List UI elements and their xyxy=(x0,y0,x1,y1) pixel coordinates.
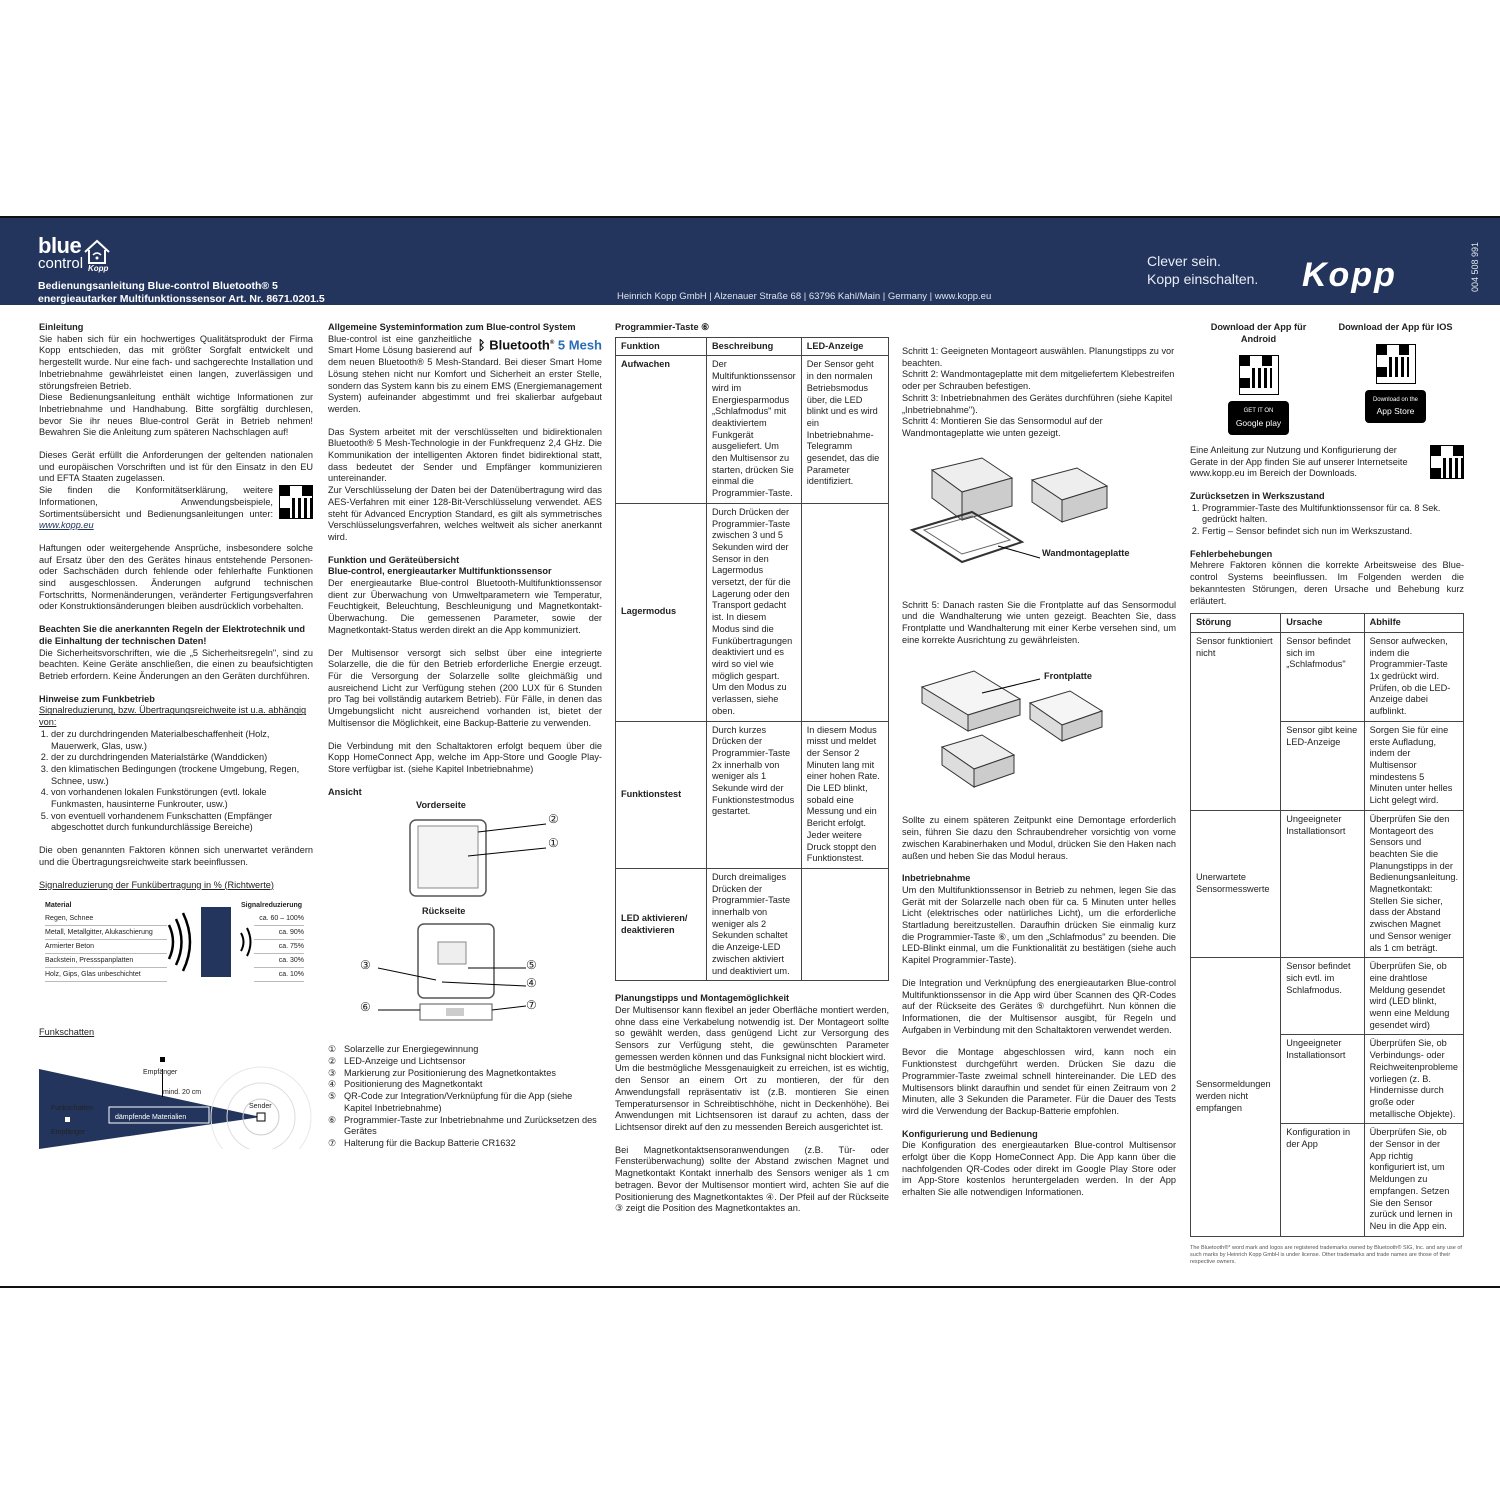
cell-abhilfe: Überprüfen Sie, ob eine drahtlose Meldung gesendet wird (LED blinkt, wenn eine Meldung gesendet wird) xyxy=(1364,958,1463,1035)
google-play-small: GET IT ON xyxy=(1243,408,1274,415)
wall-plate-graphic xyxy=(902,450,1176,590)
logo-kopp-small: Kopp xyxy=(88,264,109,273)
funkschatten-label: Funkschatten xyxy=(51,1104,94,1112)
bluetooth-logo: ᛒ Bluetooth® 5 Mesh xyxy=(477,337,602,353)
app-downloads xyxy=(1190,322,1464,435)
konfig-text: Die Konfiguration des energieautarken Blue-control Multisensor erfolgt über die Kopp HomeConnect App. Die App kann über die nachfolgenden QR-Codes oder direkt im Google Play Store oder im App-Store kostenlos heruntergeladen werden. In der App erhalten Sie alle notwendigen Informationen. xyxy=(902,1140,1176,1198)
legend-text: LED-Anzeige und Lichtsensor xyxy=(344,1056,466,1067)
schritt-2: Schritt 2: Wandmontageplatte mit dem mitgeliefertem Klebestreifen oder per Schrauben befestigen. xyxy=(902,369,1175,392)
callout-3: ③ xyxy=(360,958,371,973)
list-item: 2. Fertig – Sensor befindet sich nun im Werkszustand. xyxy=(1202,526,1464,538)
schritt-5: Schritt 5: Danach rasten Sie die Frontplatte auf das Sensormodul und die Wandhalterung wie unten gezeigt. Beachten Sie, dass Frontplatte und Wandhalterung mit einer Kerbe versehen sind, um eine korrekte Ausrichtung zu gewährleisten. xyxy=(902,599,1176,645)
cell-ursache: Sensor befindet sich im „Schlafmodus" xyxy=(1281,632,1364,721)
callout-6: ⑥ xyxy=(360,1000,371,1015)
th-funktion: Funktion xyxy=(616,337,707,356)
konformitaet-block xyxy=(39,485,313,532)
cell-funktion: Aufwachen xyxy=(616,356,707,503)
vorderseite-label: Vorderseite xyxy=(416,800,466,811)
slogan xyxy=(1147,252,1258,288)
wandplatte-illustration xyxy=(902,440,1176,590)
inbetrieb-heading: Inbetriebnahme xyxy=(902,873,971,884)
qr-code-downloads xyxy=(1430,445,1464,479)
legend-item xyxy=(328,1044,602,1056)
norm-text: Dieses Gerät erfüllt die Anforderungen der geltenden nationalen und europäischen Vorschriften und ist für den Einsatz in den EU und EFTA Staaten zugelassen. xyxy=(39,450,313,484)
list-item: 1. der zu durchdringenden Materialbeschaffenheit (Holz, Mauerwerk, Glas, usw.) xyxy=(51,729,313,752)
legend-text: Positionierung des Magnetkontakt xyxy=(344,1079,483,1090)
callout-7: ⑦ xyxy=(526,998,537,1013)
signal-table-graphic xyxy=(39,899,313,1009)
house-wifi-icon xyxy=(82,238,112,266)
funktion-subheading: Blue-control, energieautarker Multifunktionssensor xyxy=(328,566,552,577)
cell-funktion: LED aktivieren/ deaktivieren xyxy=(616,868,707,980)
legend-num: ② xyxy=(328,1056,337,1067)
signal-value: ca. 30% xyxy=(254,954,304,968)
reset-heading: Zurücksetzen in Werkszustand xyxy=(1190,490,1325,501)
instruction-sheet xyxy=(0,216,1500,1288)
haftung-text: Haftungen oder weitergehende Ansprüche, insbesondere solche auf Ersatz über den des Gerätes hinaus entstehende Personen- oder Sachschäden durch fehlende oder fehlerhafte Funktionen sind ausgeschlossen. Änderungen aufgrund technischen Fortschritts, Normenänderungen, veränderter Fertigungsverfahren oder Konstruktionsänderungen bleiben ausdrücklich vorbehalten. xyxy=(39,542,313,612)
cell-beschreibung: Der Multifunktionssensor wird im Energiesparmodus „Schlafmodus" mit deaktiviertem Funkgerät ausgeliefert. Um den Multisensor zu starten, drücken Sie einmal die Programmier-Taste. xyxy=(707,356,802,503)
cell-ursache: Ungeeigneter Installationsort xyxy=(1281,810,1364,957)
legend-item xyxy=(328,1091,602,1114)
google-play-button[interactable] xyxy=(1228,401,1289,434)
callout-4: ④ xyxy=(526,976,537,991)
sender-label: Sender xyxy=(249,1102,272,1110)
list-item: 5. von eventuell vorhandenem Funkschatten (Empfänger abgeschottet durch funkundurchlässige Bereiche) xyxy=(51,811,313,834)
cell-abhilfe: Überprüfen Sie, ob der Sensor in der App richtig konfiguriert ist, um Meldungen zu empfangen. Setzen Sie den Sensor zurück und lernen in Neu in die App ein. xyxy=(1364,1124,1463,1236)
legend-item xyxy=(328,1115,602,1138)
schritt-3: Schritt 3: Inbetriebnahmen des Gerätes durchführen (siehe Kapitel „Inbetriebnahme"). xyxy=(902,392,1173,415)
company-address: Heinrich Kopp GmbH | Alzenauer Straße 68 | 63796 Kahl/Main | Germany | www.kopp.eu xyxy=(617,291,992,302)
callout-1: ① xyxy=(548,836,559,851)
slogan-line-1: Clever sein. xyxy=(1147,253,1221,269)
programmier-table xyxy=(615,337,889,982)
signal-heading: Signalreduzierung der Funkübertragung in % (Richtwerte) xyxy=(39,879,274,890)
anleitung-text: Eine Anleitung zur Nutzung und Konfigurierung der Gerate in der App finden Sie auf unserer Internetseite www.kopp.eu im Bereich der Downloads. xyxy=(1190,444,1408,479)
system-text-1: Blue-control ist eine ganzheitliche Smart Home Lösung basierend auf dem neuen Bluetooth® 5 Mesh-Standard. Bei dieser Smart Home Lösung stehen nicht nur Komfort und Sicherheit an erster Stelle, sondern das System kann bis zu einem EMS (Energiemanagement System) aufeinander abgestimmt und frei skalierbar aufgebaut werden. xyxy=(328,333,602,414)
signal-materials xyxy=(45,912,167,982)
receiver-top-label: Empfänger xyxy=(143,1068,178,1076)
inbetrieb-text-2: Die Integration und Verknüpfung des energieautarken Blue-control Multifunktionssensor in die App wird über Scannen des QR-Codes auf der Rückseite des Gerätes ⑤ durchgeführt. Nun können die Informationen, die der Multisensor ausgibt, für Regeln und Aufgaben in Verbindung mit den Schaltaktoren verwendet werden. xyxy=(902,977,1176,1035)
cell-funktion: Lagermodus xyxy=(616,503,707,721)
frontplatte-label: Frontplatte xyxy=(1044,671,1092,682)
cell-led: In diesem Modus misst und meldet der Sensor 2 Minuten lang mit einer hohen Rate. Die LED blinkt, sobald eine Messung und ein Bericht erfolgt. Jeder weitere Druck stoppt den Funktionstest. xyxy=(801,721,888,868)
fehler-heading: Fehlerbehebungen xyxy=(1190,548,1273,559)
planung-text-2: Um die bestmögliche Messgenauigkeit zu erreichen, ist es wichtig, den Sensor an einem Ort zu montieren, der für den Anwendungsfall repräsentativ ist (z.B. montieren Sie einen Temperatursensor in Schreibtischhöhe, nicht in Deckenhöhe). Bei Anwendungen mit Lichtsensoren ist darauf zu achten, dass der Lichtsensor direkt auf den zu messenden Bereich ausgerichtet ist. xyxy=(615,1063,889,1132)
google-play-label: Google play xyxy=(1235,418,1282,429)
list-item: 1. Programmier-Taste des Multifunktionssensor für ca. 8 Sek. gedrückt halten. xyxy=(1202,503,1464,526)
signal-value: ca. 75% xyxy=(254,940,304,954)
logo-blue-text: blue xyxy=(38,233,82,258)
legend-item xyxy=(328,1056,602,1068)
legend-item xyxy=(328,1079,602,1091)
legend-text: Halterung für die Backup Batterie CR1632 xyxy=(344,1137,516,1148)
qr-code-android[interactable] xyxy=(1239,355,1279,395)
planung-heading: Planungstipps und Montagemöglichkeit xyxy=(615,993,790,1004)
signal-values xyxy=(254,912,304,982)
system-text-2: Das System arbeitet mit der verschlüsselten und bidirektionalen Bluetooth® 5 Mesh-Technologie in der Funkfrequenz 2,4 GHz. Die Kommunikation der intelligenten Aktoren findet bidirektional statt, dass bedeutet der Sender und Empfänger kommunizieren untereinander. xyxy=(328,426,602,484)
konformitaet-desc: Sie finden die Konformitätserklärung, weitere Informationen, Anwendungsbeispiele, Sortimentsübersicht und Bedienungsanleitungen unter: xyxy=(39,485,273,519)
cell-ursache: Ungeeigneter Installationsort xyxy=(1281,1035,1364,1124)
funkschatten-diagram xyxy=(39,1039,313,1149)
bluetooth-wordmark: Bluetooth xyxy=(489,337,550,353)
trademark-footnote: The Bluetooth®* word mark and logos are registered trademarks owned by Bluetooth® SIG, Inc. and any use of such marks by Heinrich Kopp GmbH is under license. Other trademarks and trade names are those of their respective owners. xyxy=(1190,1244,1462,1265)
konformitaet-text xyxy=(39,485,273,532)
signal-col-value: Signalreduzierung xyxy=(241,902,303,910)
ios-heading: Download der App für IOS xyxy=(1338,322,1453,332)
slogan-line-2: Kopp einschalten. xyxy=(1147,271,1259,287)
system-text-block xyxy=(328,334,602,416)
inbetrieb-text-1: Um den Multifunktionssensor in Betrieb zu nehmen, legen Sie das Gerät mit der Solarzelle nach oben für ca. 5 Minuten unter helles Licht (elektrisches oder natürliches Licht), um die erforderliche Startladung bereitzustellen. Daraufhin drücken Sie einmalig kurz die Programmier-Taste ⑥, um den „Schlafmodus" zu beenden. Die LED-Blinkt einmal, um die Funktionalität zu bestätigen (siehe auch Kapitel Programmier-Taste). xyxy=(902,884,1176,966)
signal-material: Backstein, Pressspanplatten xyxy=(45,954,167,968)
cell-stoerung: Sensor funktioniert nicht xyxy=(1191,632,1281,810)
device-views xyxy=(328,798,602,1044)
table-row xyxy=(1191,958,1464,1035)
programmier-table-title: Programmier-Taste ⑥ xyxy=(615,322,710,332)
frontplatte-illustration xyxy=(902,657,1176,807)
cell-stoerung: Sensormeldungen werden nicht empfangen xyxy=(1191,958,1281,1236)
cell-abhilfe: Sorgen Sie für eine erste Aufladung, indem der Multisensor mindestens 5 Minuten unter helles Licht gelegt wird. xyxy=(1364,721,1463,810)
signal-value: ca. 60 – 100% xyxy=(254,912,304,926)
legend-text: Markierung zur Positionierung des Magnetkontaktes xyxy=(344,1067,556,1078)
cell-funktion: Funktionstest xyxy=(616,721,707,868)
legend-num: ① xyxy=(328,1044,337,1055)
cell-beschreibung: Durch Drücken der Programmier-Taste zwischen 3 und 5 Sekunden wird der Sensor in den Lagermodus versetzt, der für die Lagerung oder den Transport gedacht ist. In diesem Modus sind die Funkübertragungen deaktiviert und es wird so viel wie möglich gespart. Um den Modus zu verlassen, siehe oben. xyxy=(707,503,802,721)
rueckseite-label: Rückseite xyxy=(422,906,466,917)
funk-list xyxy=(39,729,313,834)
legend-text: QR-Code zur Integration/Verknüpfung für die App (siehe Kapitel Inbetriebnahme) xyxy=(344,1091,573,1113)
legend-item xyxy=(328,1068,602,1080)
front-plate-graphic xyxy=(902,657,1176,807)
cell-led xyxy=(801,868,888,980)
schritt-4: Schritt 4: Montieren Sie das Sensormodul auf der Wandmontageplatte wie unten gezeigt. xyxy=(902,416,1103,438)
cell-abhilfe: Sensor aufwecken, indem die Programmier-Taste 1x gedrückt wird. Prüfen, ob die LED-Anzeige dabei aufblinkt. xyxy=(1364,632,1463,721)
legend-num: ⑥ xyxy=(328,1114,337,1125)
cell-led xyxy=(801,503,888,721)
table-row xyxy=(616,356,889,503)
regeln-heading: Beachten Sie die anerkannten Regeln der Elektrotechnik und die Einhaltung der technischen Daten! xyxy=(39,624,305,646)
cell-stoerung: Unerwartete Sensormesswerte xyxy=(1191,810,1281,957)
list-item: 4. von vorhandenen lokalen Funkstörungen (evtl. lokale Funkmasten, hausinterne Funkrouter, usw.) xyxy=(51,787,313,810)
funktion-text-2: Der Multisensor versorgt sich selbst über eine integrierte Solarzelle, die die für den Betrieb erforderliche Energie erzeugt. Für die Versorgung der Solarzelle sollte gleichmäßig und ausreichend Licht zur Verfügung stehen (200 LUX für 6 Stunden pro Tag bei vollständig autarkem Betrieb). Für Fälle, in denen das Umgebungslicht nicht ausreichend vorhanden ist, bietet der Multisensor die Möglichkeit, eine Backup-Batterie zu verwenden. xyxy=(328,647,602,728)
th-beschreibung: Beschreibung xyxy=(707,337,802,356)
min-distance-label: mind. 20 cm xyxy=(163,1088,202,1096)
cell-ursache: Sensor gibt keine LED-Anzeige xyxy=(1281,721,1364,810)
funk-heading: Hinweise zum Funkbetrieb xyxy=(39,693,155,704)
column-4 xyxy=(902,322,1176,1210)
callout-2: ② xyxy=(548,812,559,827)
fehler-table xyxy=(1190,613,1464,1236)
funkschatten-heading: Funkschatten xyxy=(39,1027,95,1038)
callout-5: ⑤ xyxy=(526,958,537,973)
column-2 xyxy=(328,322,602,1150)
funk-intro: Signalreduzierung, bzw. Übertragungsreichweite ist u.a. abhängig von: xyxy=(39,705,307,728)
column-3 xyxy=(615,322,889,1226)
table-row xyxy=(616,503,889,721)
legend-num: ⑤ xyxy=(328,1091,337,1102)
einleitung-text-2: Diese Bedienungsanleitung enthält wichtige Informationen zur Inbetriebnahme und Handhabung. Bitte sorgfältig durchlesen, bevor Sie ihr neues Blue-control Gerät in Betrieb nehmen! Bewahren Sie die Anleitung zum späteren Nachschlagen auf! xyxy=(39,392,313,438)
legend-text: Solarzelle zur Energiegewinnung xyxy=(344,1044,479,1055)
qr-code-ios[interactable] xyxy=(1376,344,1416,384)
system-heading: Allgemeine Systeminformation zum Blue-control System xyxy=(328,322,576,332)
component-legend xyxy=(328,1044,602,1149)
reset-list xyxy=(1190,503,1464,538)
kopp-logo: Kopp xyxy=(1302,256,1397,294)
funktion-text-3: Die Verbindung mit den Schaltaktoren erfolgt bequem über die Kopp HomeConnect App, welche im App-Store und Google Play-Store verfügbar ist. (siehe Kapitel Inbetriebnahme) xyxy=(328,740,602,774)
article-number: 004 508 991 xyxy=(1470,241,1480,292)
list-item: 3. den klimatischen Bedingungen (trockene Umgebung, Regen, Schnee, usw.) xyxy=(51,764,313,787)
anleitung-block xyxy=(1190,445,1464,480)
app-store-small: Download on the xyxy=(1372,396,1419,403)
th-stoerung: Störung xyxy=(1191,614,1281,633)
list-item: 2. der zu durchdringenden Materialstärke (Wanddicken) xyxy=(51,752,313,764)
back-view-graphic xyxy=(358,922,578,1032)
table-header-row xyxy=(616,337,889,356)
legend-num: ⑦ xyxy=(328,1137,337,1148)
inbetrieb-text-3: Bevor die Montage abgeschlossen wird, kann noch ein Funktionstest durchgeführt werden. Drücken Sie dazu die Programmier-Taste zweimal schnell hintereinander. Die LED des Multisensors blinkt daraufhin und sendet für einen Zeitraum von 2 Minuten, alle 3 Sekunden die Parameter. Für die Dauer des Tests wird die Verwendung der Backup-Batterie empfohlen. xyxy=(902,1047,1176,1116)
demontage-text: Sollte zu einem späteren Zeitpunkt eine Demontage erforderlich sein, führen Sie dazu den Schraubendreher vorsichtig von vorne zwischen Karabinerhaken und Modul, drücken Sie den Haken nach außen und heben Sie das Modul heraus. xyxy=(902,815,1176,861)
cell-ursache: Sensor befindet sich evtl. im Schlafmodus. xyxy=(1281,958,1364,1035)
column-1 xyxy=(39,322,313,1149)
cell-ursache: Konfiguration in der App xyxy=(1281,1124,1364,1236)
qr-code-website xyxy=(279,485,313,519)
wandplatte-label: Wandmontageplatte xyxy=(1042,547,1130,558)
signal-value: ca. 10% xyxy=(254,968,304,982)
th-led: LED-Anzeige xyxy=(801,337,888,356)
ios-download xyxy=(1336,322,1456,435)
funktion-heading: Funktion und Geräteübersicht xyxy=(328,554,460,565)
title-line-2: energieautarker Multifunktionssensor Art. Nr. 8671.0201.5 xyxy=(38,293,325,305)
logo-control-text: control xyxy=(38,255,84,272)
konfig-heading: Konfigurierung und Bedienung xyxy=(902,1128,1038,1139)
app-store-label: App Store xyxy=(1376,406,1415,417)
column-5 xyxy=(1190,322,1464,1266)
android-download xyxy=(1199,322,1319,435)
cell-beschreibung: Durch dreimaliges Drücken der Programmier-Taste innerhalb von weniger als 2 Sekunden schaltet die Anzeige-LED zwischen aktiviert und deaktiviert um. xyxy=(707,868,802,980)
schritt-1: Schritt 1: Geeigneten Montageort auswählen. Planungstipps zu vor beachten. xyxy=(902,346,1175,368)
bluetooth-icon: ᛒ xyxy=(477,337,486,353)
cell-abhilfe: Überprüfen Sie den Montageort des Sensors und beachten Sie die Planungstipps in der Bedienungsanleitung. Magnetkontakt: Stellen Sie sicher, dass der Abstand zwischen Magnet und Sensor weniger als 1 cm beträgt. xyxy=(1364,810,1463,957)
table-row xyxy=(1191,632,1464,721)
kopp-website-link[interactable]: www.kopp.eu xyxy=(39,520,94,531)
header-bar xyxy=(0,218,1500,305)
signal-material: Metall, Metallgitter, Alukaschierung xyxy=(45,926,167,940)
funk-outro: Die oben genannten Faktoren können sich unerwartet verändern und die Übertragungsreichweite stark beeinflussen. xyxy=(39,845,313,867)
table-row xyxy=(616,868,889,980)
cell-beschreibung: Durch kurzes Drücken der Programmier-Taste 2x innerhalb von weniger als 1 Sekunde wird der Funktionstestmodus gestartet. xyxy=(707,721,802,868)
table-row xyxy=(616,721,889,868)
table-row xyxy=(1191,810,1464,957)
legend-text: Programmier-Taste zur Inbetriebnahme und Zurücksetzen des Gerätes xyxy=(344,1114,597,1137)
signal-material: Holz, Gips, Glas unbeschichtet xyxy=(45,968,167,982)
einleitung-heading: Einleitung xyxy=(39,322,84,332)
planung-text-3: Bei Magnetkontaktsensoranwendungen (z.B. Tür- oder Fensterüberwachung) sollte der Abstand zwischen Magnet und Magnetkontakt Kontakt innerhalb des Sensors weniger als 1 cm betragen. Bevor der Multisensor montiert wird, achten Sie auf die Positionierung des Magnetkontaktes ④. Der Pfeil auf der Rückseite ③ zeigt die Position des Magnetkontaktes an. xyxy=(615,1144,889,1214)
app-store-button[interactable] xyxy=(1365,390,1426,423)
signal-material: Regen, Schnee xyxy=(45,912,167,926)
ansicht-heading: Ansicht xyxy=(328,786,362,797)
funktion-text-1: Der energieautarke Blue-control Bluetooth-Multifunktionssensor dient zur Überwachung von Umweltparametern wie Temperatur, Feuchtigkeit, Beleuchtung, Beschleunigung und Magnetkontakt-Überwachung. Die gemessenen Parameter, sowie der Magnetkontakt-Status werden direkt an die App kommuniziert. xyxy=(328,578,602,635)
legend-num: ④ xyxy=(328,1079,337,1090)
einleitung-text-1: Sie haben sich für ein hochwertiges Qualitätsprodukt der Firma Kopp entschieden, das mit größter Sorgfalt entwickelt und hergestellt wurde. Nur eine fach- und sachgerechte Installation und Inbetriebnahme gewährleistet einen langen, zuverlässigen und störungsfreien Betrieb. xyxy=(39,333,313,391)
receiver-left-label: Empfänger xyxy=(51,1128,86,1136)
bluetooth-mesh-label: 5 Mesh xyxy=(557,337,602,353)
front-view-graphic xyxy=(408,812,568,906)
th-ursache: Ursache xyxy=(1281,614,1364,633)
legend-num: ③ xyxy=(328,1067,337,1078)
legend-item xyxy=(328,1138,602,1150)
cell-led: Der Sensor geht in den normalen Betriebsmodus über, die LED blinkt und es wird ein Inbetriebnahme-Telegramm gesendet, das die Parameter identifiziert. xyxy=(801,356,888,503)
document-title xyxy=(38,280,368,306)
system-text-3: Zur Verschlüsselung der Daten bei der Datenübertragung wird das AES-Verfahren mit einer 128-Bit-Verschlüsselung verwendet. AES steht für Advanced Encryption Standard, es gilt als symmetrisches Verschlüsselungsverfahren, welches weltweit als sicher anerkannt wird. xyxy=(328,485,602,542)
signal-col-material: Material xyxy=(45,902,72,910)
table-header-row xyxy=(1191,614,1464,633)
planung-text-1: Der Multisensor kann flexibel an jeder Oberfläche montiert werden, ohne dass eine Verkabelung notwendig ist. Der Montageort sollte so gewählt werden, dass genügend Licht zur Versorgung des Sensors zur Verfügung steht, die gewünschten Parameter gemessen werden können und das Funksignal nicht blockiert wird. xyxy=(615,1004,889,1062)
fehler-text: Mehrere Faktoren können die korrekte Arbeitsweise des Blue-control Systems beeinflussen. Im Folgenden werden die bekanntesten Störungen, deren Ursache und Behebung kurz erläutert. xyxy=(1190,560,1464,606)
android-heading: Download der App für Android xyxy=(1210,322,1307,344)
cell-abhilfe: Überprüfen Sie, ob Verbindungs- oder Reichweitenprobleme vorliegen (z. B. Hindernisse durch große oder metallische Objekte). xyxy=(1364,1035,1463,1124)
material-label: dämpfende Materialien xyxy=(115,1113,187,1121)
th-abhilfe: Abhilfe xyxy=(1364,614,1463,633)
title-line-1: Bedienungsanleitung Blue-control Bluetooth® 5 xyxy=(38,280,278,292)
signal-material: Armierter Beton xyxy=(45,940,167,954)
signal-value: ca. 90% xyxy=(254,926,304,940)
regeln-text: Die Sicherheitsvorschriften, wie die „5 Sicherheitsregeln", sind zu beachten. Keine Geräte anschließen, die einen zu beaufsichtigten Betrieb erfordern. Keine Änderungen an den Geräten durchführen. xyxy=(39,647,313,681)
